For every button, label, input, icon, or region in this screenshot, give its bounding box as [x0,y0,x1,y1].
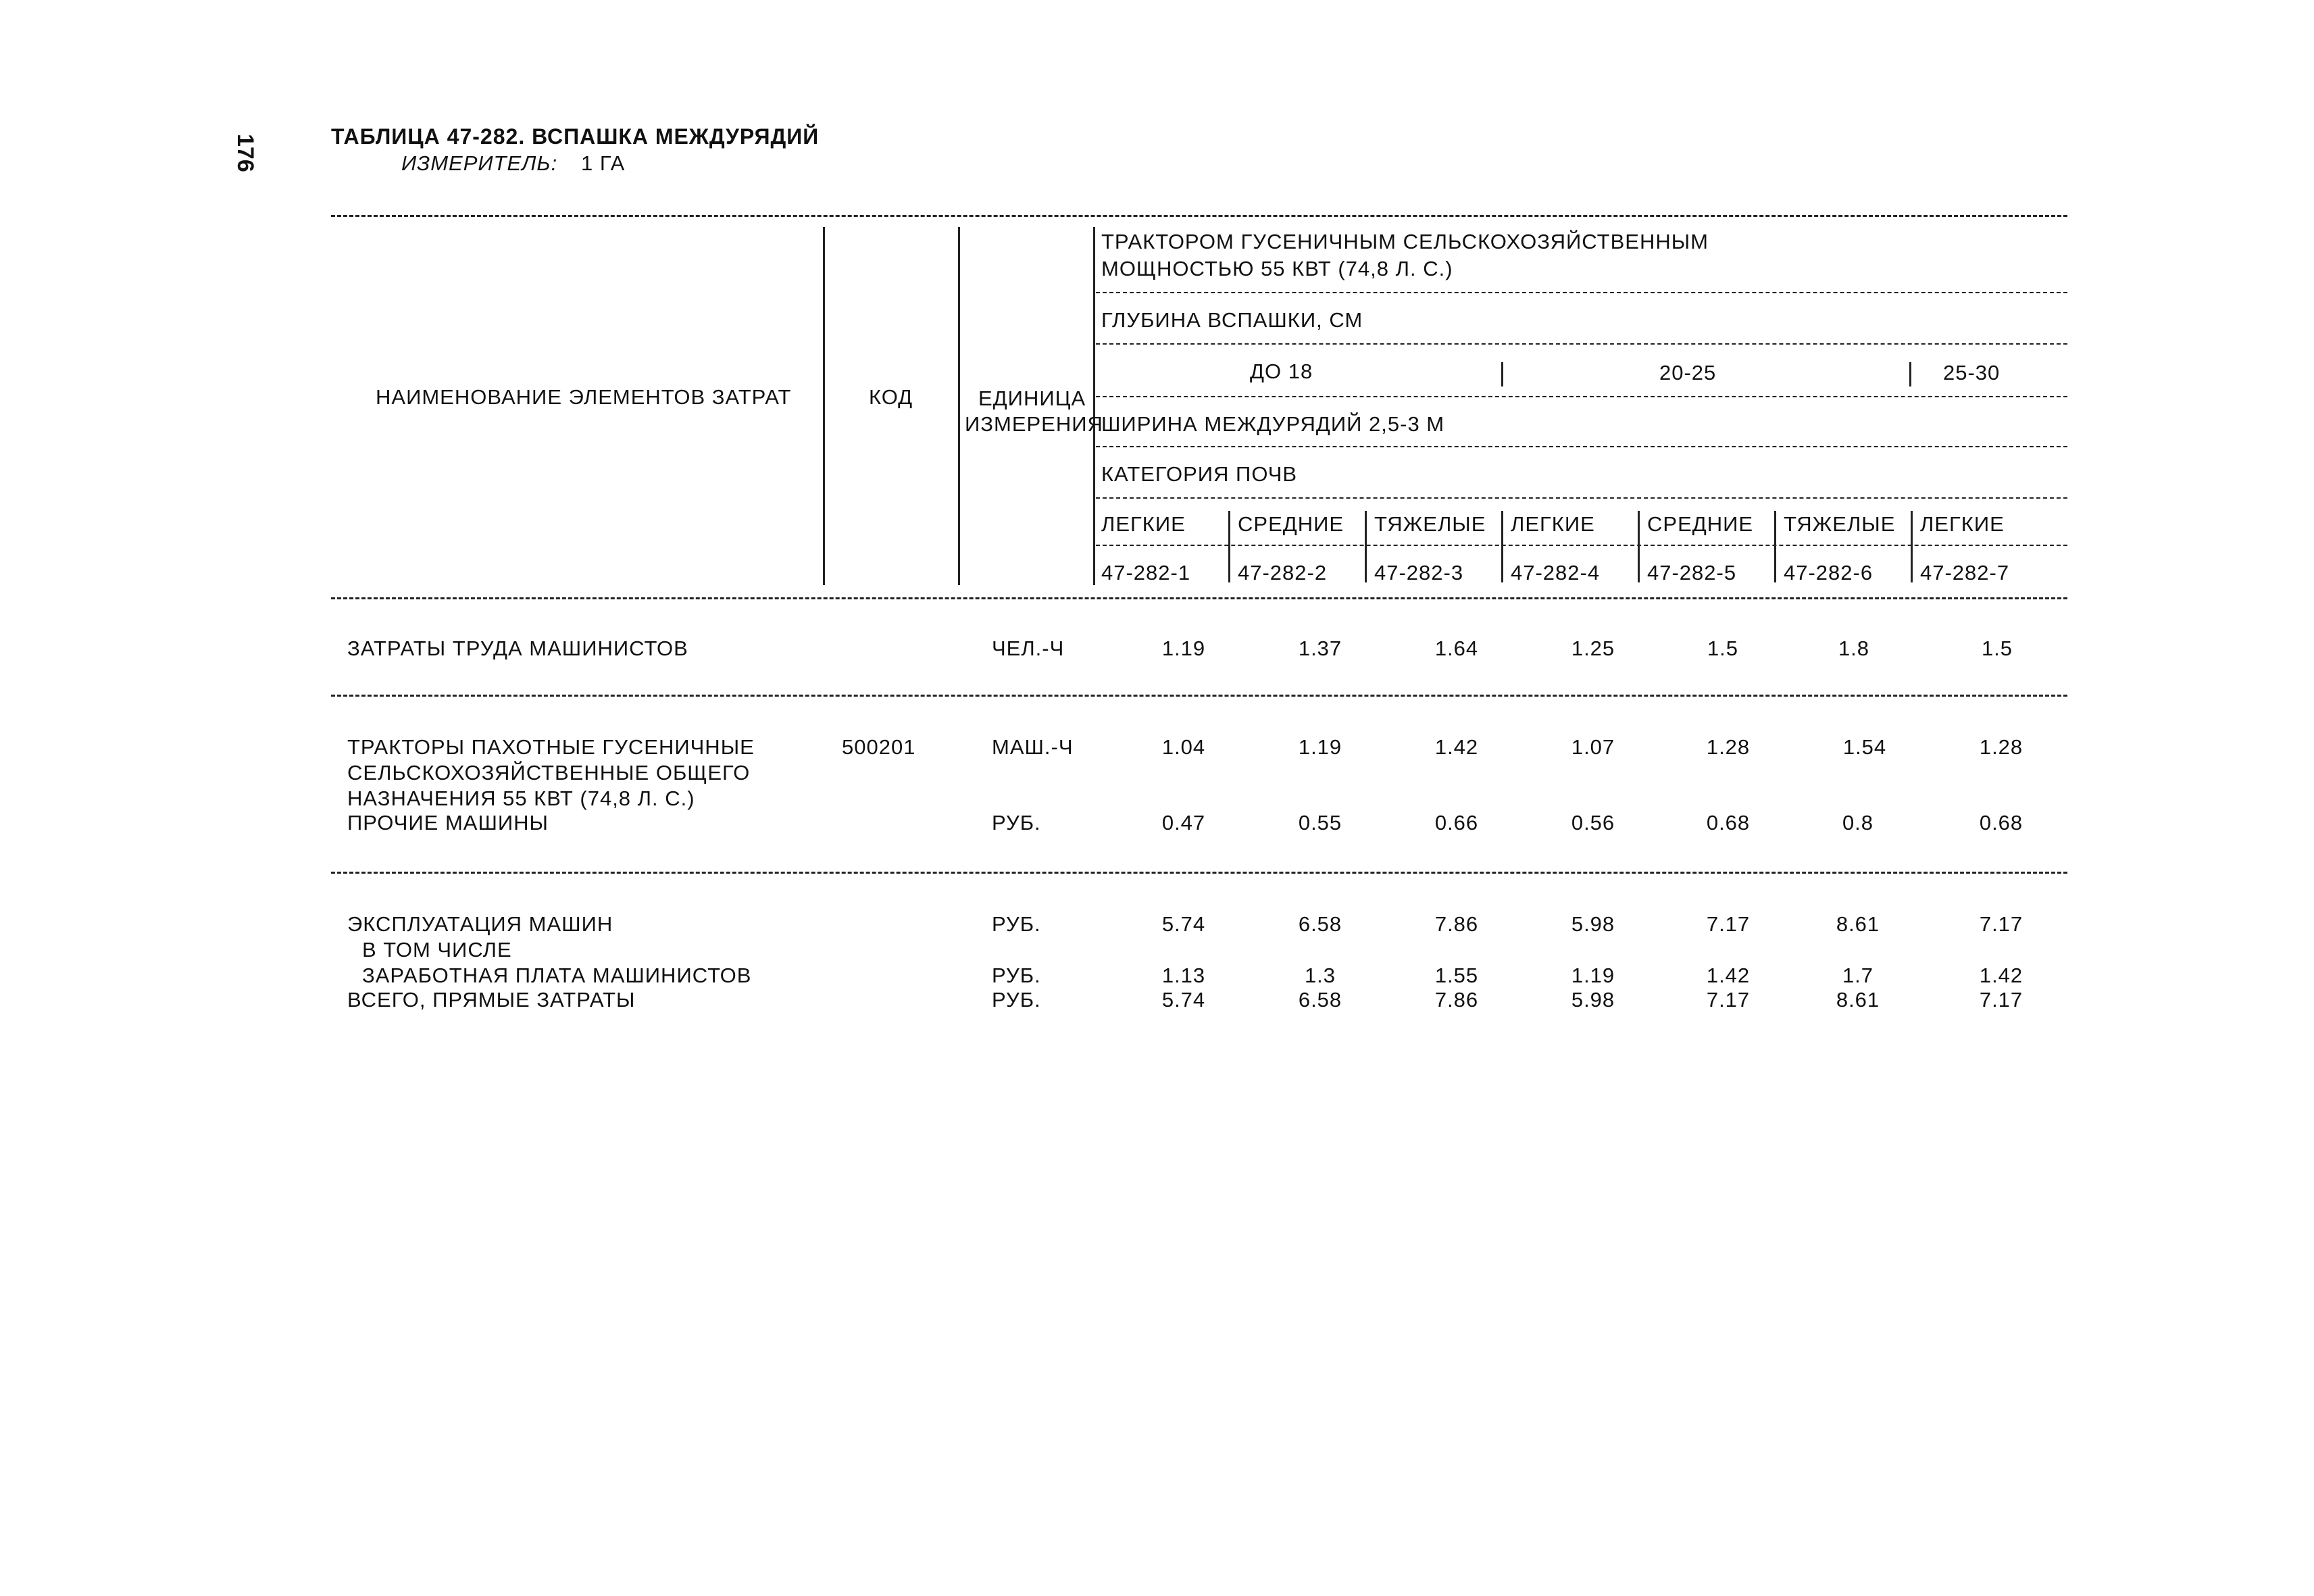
row-operation-name: ЭКСПЛУАТАЦИЯ МАШИН [347,912,613,936]
row-labor-value-1: 1.19 [1161,637,1206,660]
row-total-value-7: 7.17 [1979,988,2023,1012]
section-rule-1 [331,695,2067,697]
row-operation-value-7: 7.17 [1979,912,2023,936]
section-rule-2 [331,872,2067,874]
header-unit-line-1: ЕДИНИЦА [978,386,1086,410]
soil-7: ЛЕГКИЕ [1920,512,2005,536]
soil-separator-4 [1638,511,1640,582]
header-code-column: КОД [869,385,913,409]
depth-group-3: 25-30 [1943,361,2001,384]
header-tractor-line-1: ТРАКТОРОМ ГУСЕНИЧНЫМ СЕЛЬСКОХОЗЯЙСТВЕННЫМ [1101,230,1709,253]
soil-1: ЛЕГКИЕ [1101,512,1186,536]
row-other-machines-value-2: 0.55 [1298,811,1342,834]
header-depth-label: ГЛУБИНА ВСПАШКИ, СМ [1101,308,1363,332]
row-operation-value-6: 8.61 [1836,912,1880,936]
header-soil-label: КАТЕГОРИЯ ПОЧВ [1101,462,1298,486]
soil-5: СРЕДНИЕ [1647,512,1754,536]
norm-code-1: 47-282-1 [1101,561,1191,584]
row-tractors-value-4: 1.07 [1571,735,1615,759]
header-rule-2 [1096,343,2067,345]
soil-separator-6 [1911,511,1913,582]
row-wages-value-2: 1.3 [1304,964,1336,987]
row-tractors-value-6: 1.54 [1842,735,1887,759]
row-tractors-value-7: 1.28 [1979,735,2023,759]
row-operation-unit: РУБ. [992,912,1041,936]
header-name-column: НАИМЕНОВАНИЕ ЭЛЕМЕНТОВ ЗАТРАТ [376,385,792,409]
row-operation-value-1: 5.74 [1161,912,1206,936]
row-tractors-name-line-3: НАЗНАЧЕНИЯ 55 КВТ (74,8 Л. С.) [347,787,695,810]
row-tractors-name-line-1: ТРАКТОРЫ ПАХОТНЫЕ ГУСЕНИЧНЫЕ [347,735,755,759]
row-tractors-unit: МАШ.-Ч [992,735,1074,759]
row-labor-value-6: 1.8 [1838,637,1870,660]
measure-value: 1 ГА [581,151,626,175]
row-total-value-1: 5.74 [1161,988,1206,1012]
row-wages-value-7: 1.42 [1979,964,2023,987]
row-tractors-value-1: 1.04 [1161,735,1206,759]
col-separator-unit-data [1093,227,1095,585]
row-labor-value-3: 1.64 [1434,637,1479,660]
soil-separator-1 [1228,511,1230,582]
row-labor-value-4: 1.25 [1571,637,1615,660]
row-total-name: ВСЕГО, ПРЯМЫЕ ЗАТРАТЫ [347,988,636,1012]
row-total-value-5: 7.17 [1706,988,1751,1012]
header-top-rule [331,215,2067,217]
header-unit-line-2: ИЗМЕРЕНИЯ [965,412,1103,436]
row-operation-value-2: 6.58 [1298,912,1342,936]
row-operation-value-5: 7.17 [1706,912,1751,936]
soil-6: ТЯЖЕЛЫЕ [1784,512,1896,536]
row-other-machines-value-1: 0.47 [1161,811,1206,834]
row-other-machines-value-5: 0.68 [1706,811,1751,834]
header-rule-6 [1096,545,2067,546]
table-title: ТАБЛИЦА 47-282. ВСПАШКА МЕЖДУРЯДИЙ [331,124,820,149]
soil-separator-2 [1365,511,1367,582]
row-labor-value-7: 1.5 [1981,637,2013,660]
norm-code-3: 47-282-3 [1374,561,1464,584]
page-number: 176 [232,134,258,172]
row-wages-value-3: 1.55 [1434,964,1479,987]
depth-separator-2 [1909,362,1911,386]
row-labor-unit: ЧЕЛ.-Ч [992,637,1065,660]
row-other-machines-value-3: 0.66 [1434,811,1479,834]
soil-3: ТЯЖЕЛЫЕ [1374,512,1486,536]
row-other-machines-unit: РУБ. [992,811,1041,834]
row-tractors-value-3: 1.42 [1434,735,1479,759]
row-other-machines-value-6: 0.8 [1842,811,1874,834]
header-rule-1 [1096,292,2067,293]
row-tractors-code: 500201 [842,735,916,759]
row-operation-value-3: 7.86 [1434,912,1479,936]
depth-separator-1 [1501,362,1503,386]
col-separator-code-unit [958,227,960,585]
header-width-label: ШИРИНА МЕЖДУРЯДИЙ 2,5-3 М [1101,412,1445,436]
row-other-machines-value-7: 0.68 [1979,811,2023,834]
header-rule-4 [1096,446,2067,447]
row-wages-unit: РУБ. [992,964,1041,987]
header-rule-3 [1096,396,2067,397]
row-other-machines-name: ПРОЧИЕ МАШИНЫ [347,811,549,834]
row-tractors-value-2: 1.19 [1298,735,1342,759]
row-wages-value-5: 1.42 [1706,964,1751,987]
norm-code-6: 47-282-6 [1784,561,1873,584]
row-wages-name: ЗАРАБОТНАЯ ПЛАТА МАШИНИСТОВ [362,964,752,987]
col-separator-name-code [823,227,825,585]
header-bottom-rule [331,597,2067,599]
depth-group-1: ДО 18 [1250,359,1313,383]
norm-code-7: 47-282-7 [1920,561,2010,584]
norm-code-2: 47-282-2 [1238,561,1328,584]
depth-group-2: 20-25 [1659,361,1717,384]
soil-4: ЛЕГКИЕ [1511,512,1595,536]
row-wages-value-4: 1.19 [1571,964,1615,987]
row-total-unit: РУБ. [992,988,1041,1012]
row-total-value-2: 6.58 [1298,988,1342,1012]
row-other-machines-value-4: 0.56 [1571,811,1615,834]
row-labor-name: ЗАТРАТЫ ТРУДА МАШИНИСТОВ [347,637,688,660]
row-tractors-name-line-2: СЕЛЬСКОХОЗЯЙСТВЕННЫЕ ОБЩЕГО [347,761,751,784]
row-labor-value-2: 1.37 [1298,637,1342,660]
row-wages-value-1: 1.13 [1161,964,1206,987]
row-total-value-3: 7.86 [1434,988,1479,1012]
norm-code-4: 47-282-4 [1511,561,1601,584]
row-total-value-6: 8.61 [1836,988,1880,1012]
soil-separator-5 [1774,511,1776,582]
norm-code-5: 47-282-5 [1647,561,1737,584]
header-rule-5 [1096,497,2067,499]
header-tractor-line-2: МОЩНОСТЬЮ 55 КВТ (74,8 Л. С.) [1101,257,1453,280]
row-labor-value-5: 1.5 [1707,637,1739,660]
measure-label: ИЗМЕРИТЕЛЬ: [401,151,558,175]
soil-2: СРЕДНИЕ [1238,512,1344,536]
row-operation-value-4: 5.98 [1571,912,1615,936]
row-total-value-4: 5.98 [1571,988,1615,1012]
row-wages-value-6: 1.7 [1842,964,1874,987]
row-including-label: В ТОМ ЧИСЛЕ [362,938,512,962]
soil-separator-3 [1501,511,1503,582]
row-tractors-value-5: 1.28 [1706,735,1751,759]
